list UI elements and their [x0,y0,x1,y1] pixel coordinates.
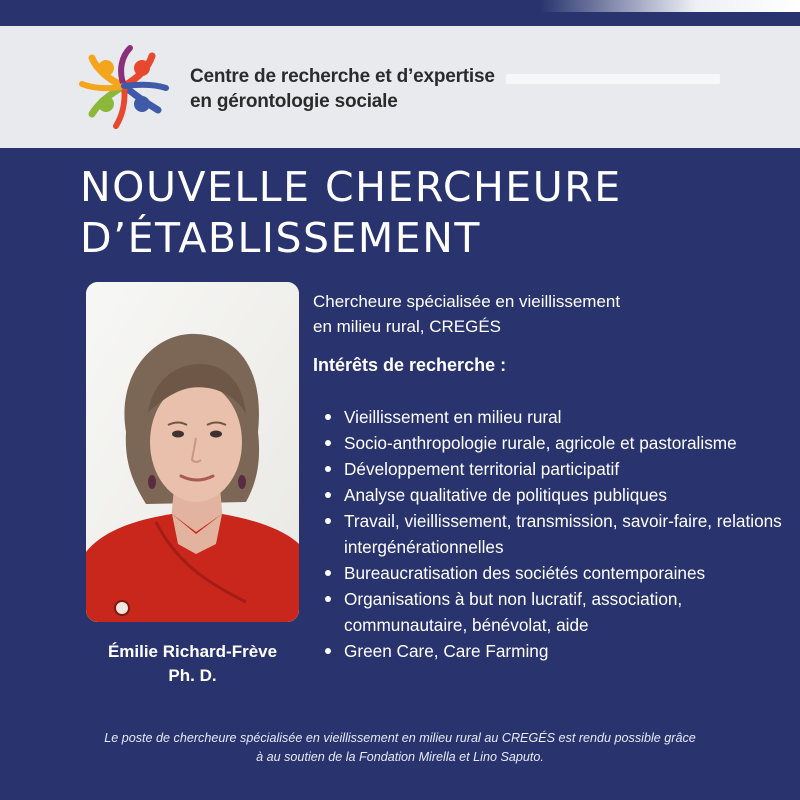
list-item [322,404,792,430]
list-item [322,586,792,638]
interest-label: Organisations à but non lucratif, association, communautaire, bénévolat, aide [344,589,683,635]
footnote-line-1: Le poste de chercheure spécialisée en vieillissement en milieu rural au CREGÉS est rendu possible grâce [104,731,696,745]
page-title [80,162,622,264]
bullet-icon [325,492,331,498]
header-decorative-bar [506,74,720,84]
interest-label: Travail, vieillissement, transmission, savoir-faire, relations intergénérationnelles [344,511,782,557]
interest-label: Green Care, Care Farming [344,641,549,661]
bullet-icon [325,466,331,472]
bullet-icon [325,570,331,576]
subtitle-line-1: Chercheure spécialisée en vieillissement [313,292,621,311]
researcher-subtitle [313,289,773,339]
top-strip-highlight [540,0,800,12]
organization-name-line-2: en gérontologie sociale [190,91,398,112]
four-people-circle-logo-icon [78,40,170,132]
list-item [322,456,792,482]
interests-list [322,404,792,664]
bullet-icon [325,440,331,446]
title-line-2: D’ÉTABLISSEMENT [80,214,481,262]
funding-footnote [40,729,760,767]
top-strip [0,0,800,26]
list-item [322,430,792,456]
interest-label: Analyse qualitative de politiques publiques [344,485,667,505]
researcher-name: Émilie Richard-Frève [107,642,278,661]
interests-heading: Intérêts de recherche : [313,355,507,375]
list-item [322,560,792,586]
organization-name [190,64,495,114]
interest-label: Vieillissement en milieu rural [344,407,562,427]
list-item [322,482,792,508]
researcher-name-block [86,640,299,688]
title-line-1: NOUVELLE CHERCHEURE [80,163,622,211]
bullet-icon [325,518,331,524]
list-item [322,638,792,664]
researcher-degree: Ph. D. [168,666,217,685]
bullet-icon [325,596,331,602]
organization-name-line-1: Centre de recherche et d’expertise [190,66,495,87]
interest-label: Socio-anthropologie rurale, agricole et pastoralisme [344,433,737,453]
researcher-portrait-icon [86,282,299,622]
interest-label: Bureaucratisation des sociétés contemporaines [344,563,706,583]
bullet-icon [325,648,331,654]
header-band [0,26,800,148]
footnote-line-2: à au soutien de la Fondation Mirella et Lino Saputo. [256,750,544,764]
list-item [322,508,792,560]
subtitle-line-2: en milieu rural, CREGÉS [313,317,502,336]
researcher-portrait-photo [86,282,299,622]
bullet-icon [325,414,331,420]
interest-label: Développement territorial participatif [344,459,620,479]
